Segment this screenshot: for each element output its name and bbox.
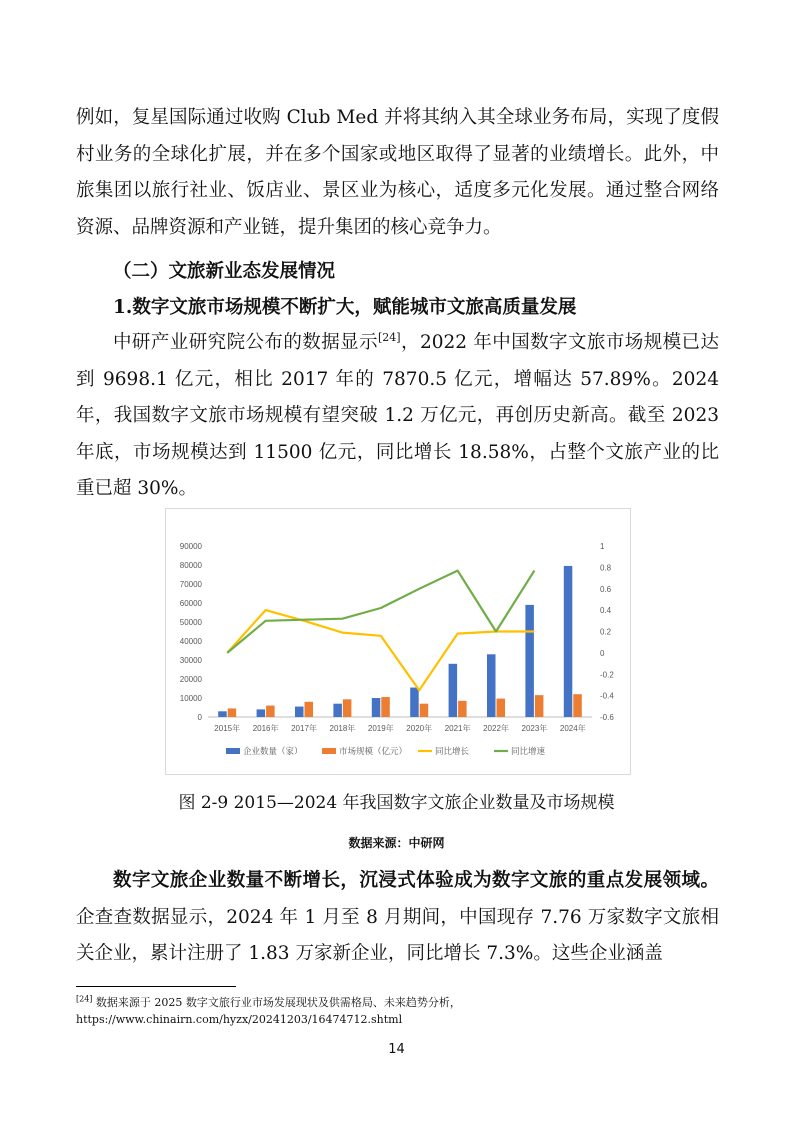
bar-enterprise-count [410,688,419,717]
y-left-tick-label: 60000 [179,599,202,608]
bar-enterprise-count [295,707,304,717]
y-right-tick-label: -0.6 [600,713,614,722]
x-tick-label: 2024年 [559,724,586,733]
paragraph-market-size [76,325,719,508]
page-number: 14 [388,1042,405,1057]
y-right-tick-label: 0.6 [600,584,612,594]
footnote-text[interactable]: 数据来源于 2025 数字文旅行业市场发展现状及供需格局、未来趋势分析，https://www.chinairn.com/hyzx/20241203/16474712.shtml [76,996,461,1026]
footnote-mark: [24] [76,994,93,1004]
paragraph-enterprise-growth-lead: 数字文旅企业数量不断增长，沉浸式体验成为数字文旅的重点发展领域。 [113,870,719,891]
x-tick-label: 2017年 [291,724,317,733]
x-tick-label: 2019年 [367,724,394,733]
y-right-tick-label: 0.8 [600,563,612,573]
bar-market-size [266,706,275,717]
y-left-tick-label: 90000 [179,542,202,551]
y-left-tick-label: 70000 [179,580,202,589]
bar-market-size [228,708,237,717]
bar-enterprise-count [525,605,534,717]
legend-label: 市场规模（亿元） [339,746,408,756]
paragraph-company-examples: 例如，复星国际通过收购 Club Med 并将其纳入其全球业务布局，实现了度假村业务的全球化扩展，并在多个国家或地区取得了显著的业绩增长。此外，中旅集团以旅行社业、饭店业、景区业为核心，适度多元化发展。通过整合网络资源、品牌资源和产业链，提升集团的核心竞争力。 [76,107,719,238]
y-right-tick-label: 0.4 [600,606,612,616]
citation-ref-24[interactable]: [24] [378,330,401,344]
y-left-tick-label: 0 [197,713,202,722]
y-right-tick-label: -0.2 [600,670,614,680]
x-tick-label: 2023年 [521,724,548,733]
bar-market-size [497,699,506,717]
figure-source: 数据来源：中研网 [348,836,445,850]
y-right-tick-label: 0.2 [600,627,612,637]
figure-caption: 图 2-9 2015—2024 年我国数字文旅企业数量及市场规模 [178,793,615,813]
paragraph-enterprise-growth [76,863,719,973]
x-tick-label: 2015年 [214,724,241,733]
legend-label: 企业数量（家） [243,746,303,756]
bar-market-size [420,704,429,717]
y-left-tick-label: 30000 [179,656,202,665]
y-left-tick-label: 10000 [179,694,202,703]
bar-market-size [535,695,544,717]
bar-enterprise-count [487,654,496,717]
section-heading: （二）文旅新业态发展情况 [113,261,336,282]
x-tick-label: 2016年 [252,724,279,733]
footnote-24 [76,994,719,1028]
y-left-tick-label: 50000 [179,618,202,627]
y-left-tick-label: 20000 [179,675,202,684]
y-left-tick-label: 40000 [179,637,202,646]
bar-market-size [305,702,314,717]
y-left-tick-label: 80000 [179,561,202,570]
legend-label: 同比增速 [511,746,546,756]
y-right-tick-label: 0 [600,648,605,658]
subsection-heading: 1.数字文旅市场规模不断扩大，赋能城市文旅高质量发展 [113,297,577,318]
x-tick-label: 2022年 [483,724,509,733]
bar-enterprise-count [372,698,381,717]
combo-chart [166,509,630,774]
paragraph-enterprise-growth-text: 企查查数据显示，2024 年 1 月至 8 月期间，中国现存 7.76 万家数字文旅相关企业，累计注册了 1.83 万家新企业，同比增长 7.3%。这些企业涵盖 [76,906,719,964]
legend-swatch [226,748,240,754]
bar-enterprise-count [564,566,573,717]
bar-enterprise-count [449,664,458,717]
bar-enterprise-count [218,711,227,717]
y-right-tick-label: 1 [600,542,605,551]
x-tick-label: 2021年 [444,724,471,733]
bar-market-size [458,701,467,717]
footnote-divider [76,986,236,987]
bar-market-size [573,694,582,717]
x-tick-label: 2018年 [329,724,356,733]
bar-market-size [343,699,352,717]
paragraph-market-size-text-b: ，2022 年中国数字文旅市场规模已达到 9698.1 亿元，相比 2017 年的 7870.5 亿元，增幅达 57.89%。2024 年，我国数字文旅市场规模有望突破 1.2 万亿元，再创历史新高。截至 2023 年底，市场规模达到 11500 亿元，同比增长 18.58%，占整个文旅产业的比重已超 30%。 [76,332,719,499]
paragraph-market-size-text-a: 中研产业研究院公布的数据显示 [113,332,378,353]
y-right-tick-label: -0.4 [600,691,614,701]
legend-swatch [322,748,336,754]
bar-market-size [381,697,390,717]
legend-label: 同比增长 [435,746,470,756]
chart-figure [165,508,631,775]
bar-enterprise-count [333,704,342,717]
bar-enterprise-count [257,709,266,717]
x-tick-label: 2020年 [406,724,433,733]
